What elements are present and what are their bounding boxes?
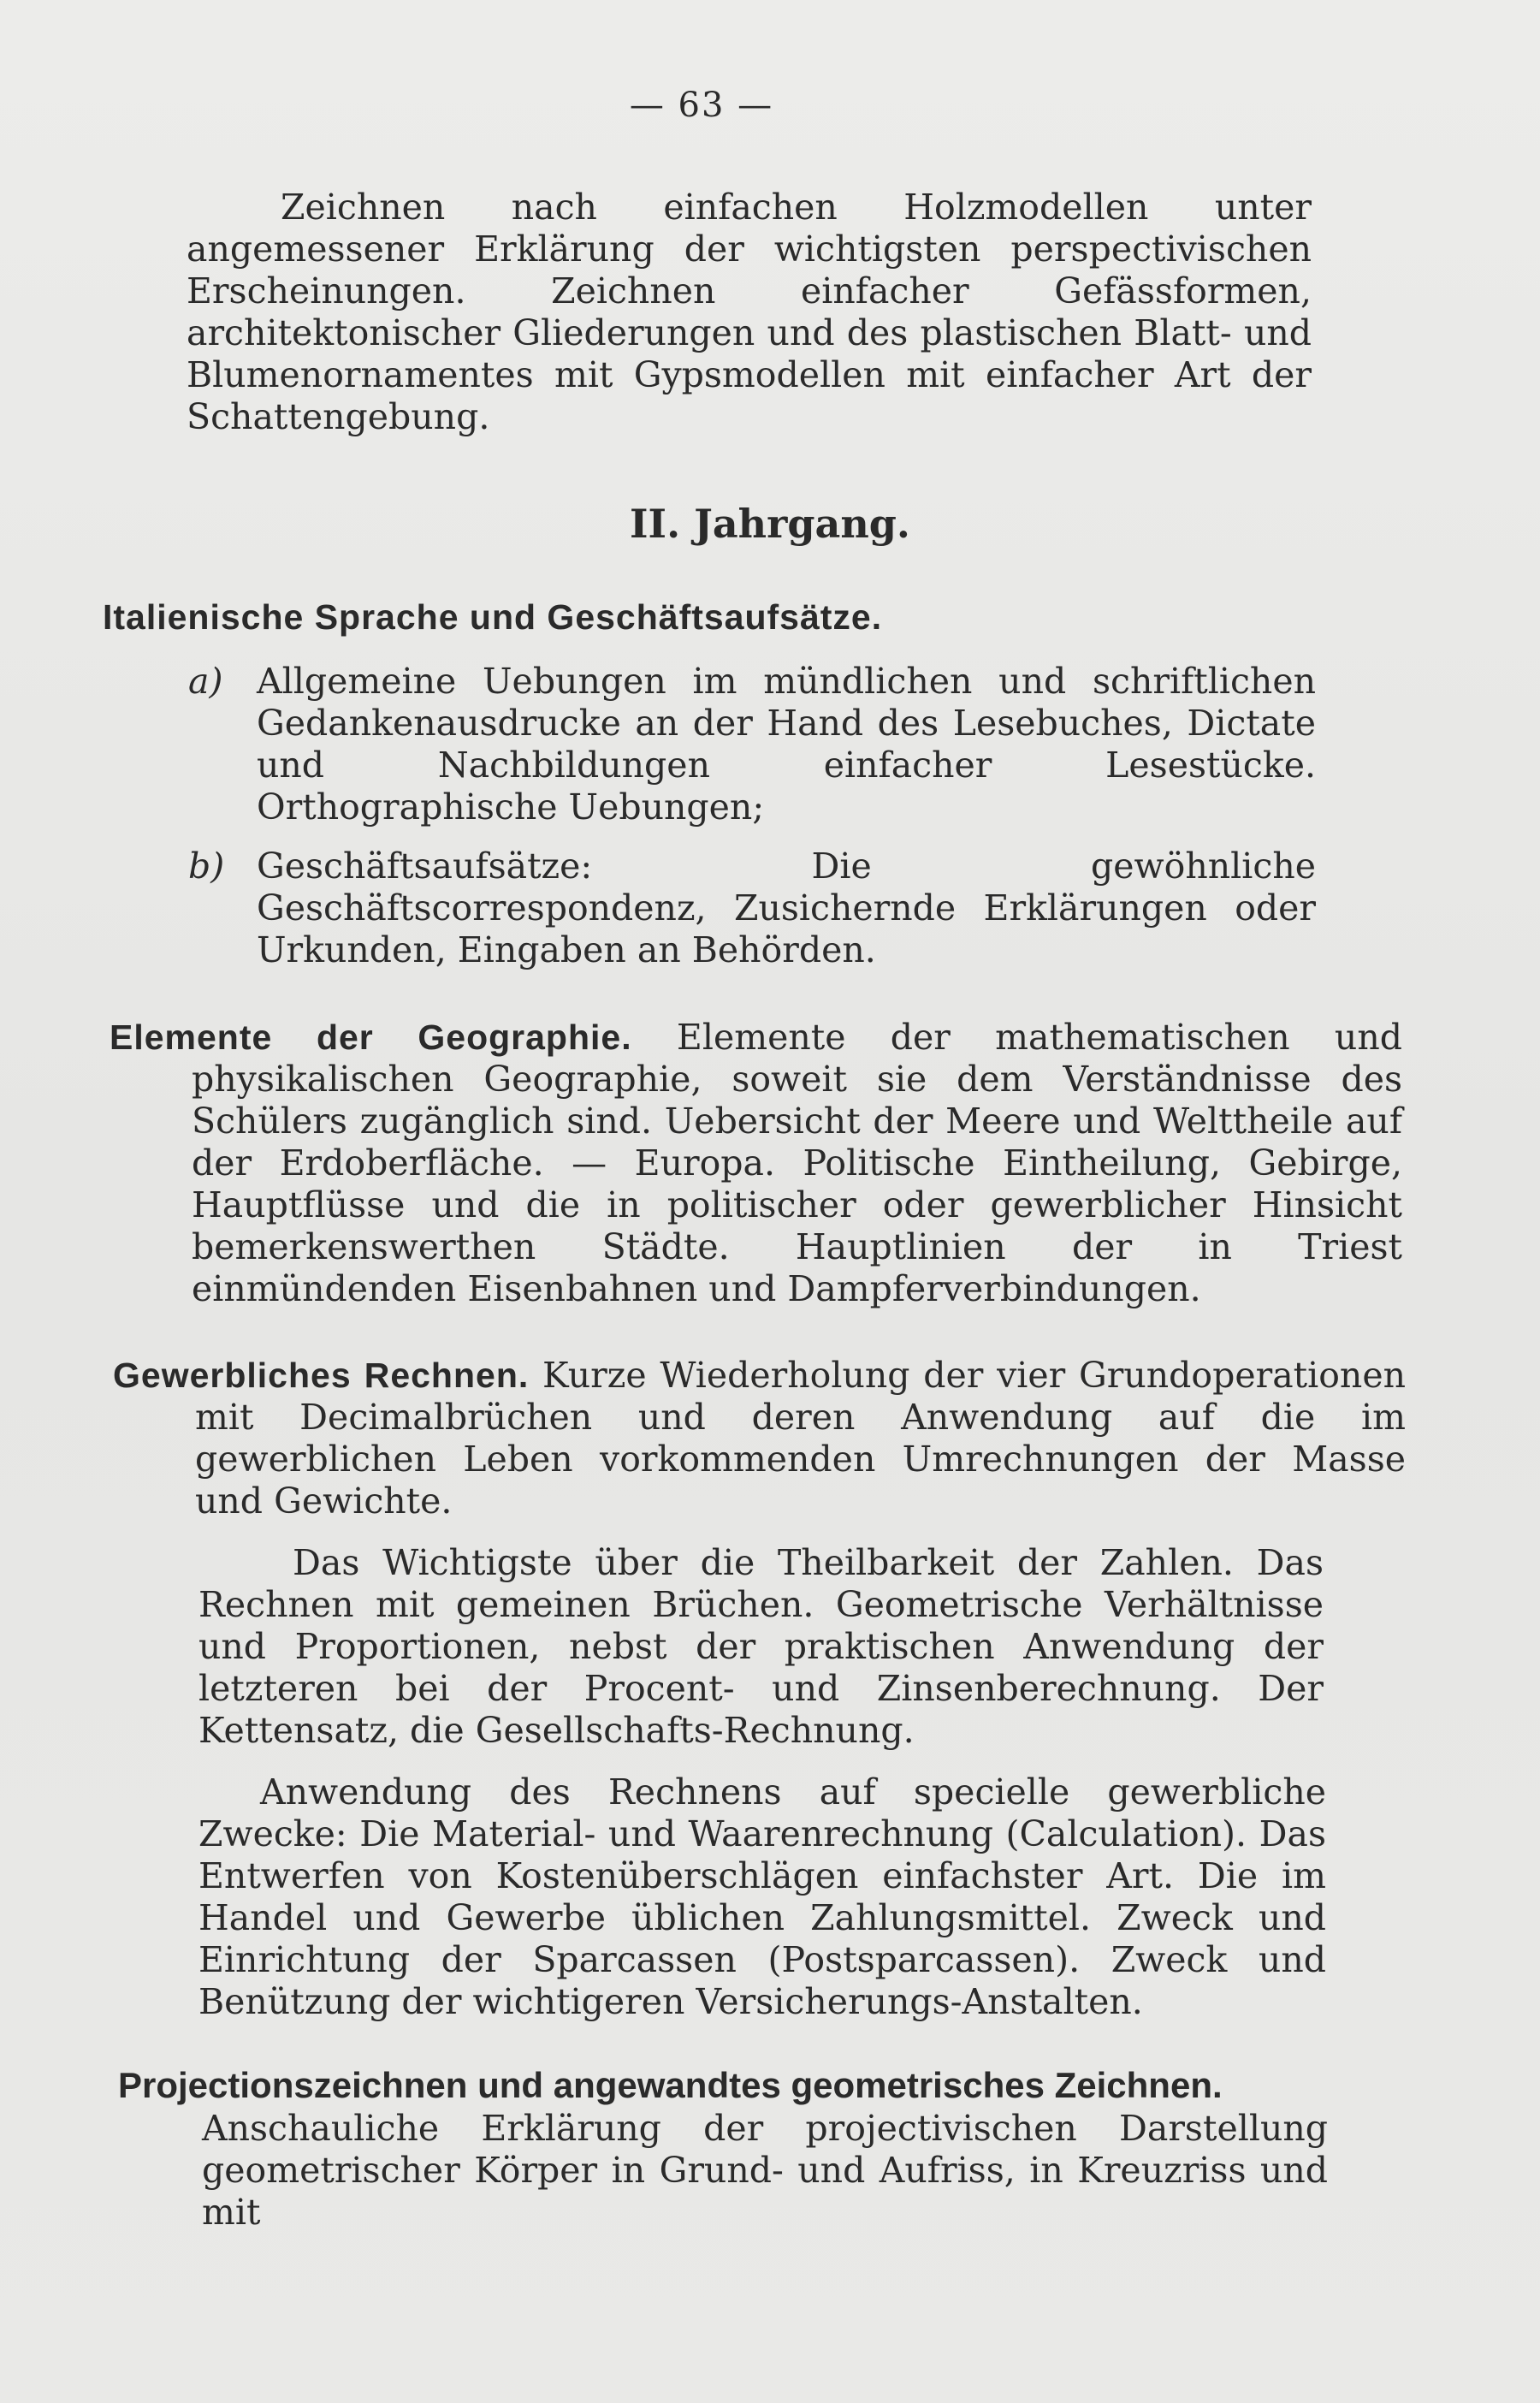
italian-item-a bbox=[188, 661, 1316, 828]
geography-section bbox=[110, 1017, 1402, 1310]
arithmetic-heading: Gewerbliches Rechnen. bbox=[113, 1356, 530, 1395]
projection-heading: Projectionszeichnen und angewandtes geometrisches Zeichnen. bbox=[118, 2065, 1223, 2105]
page-number: — 63 — bbox=[629, 86, 774, 125]
section-title: II. Jahrgang. bbox=[630, 501, 910, 547]
item-mark: b) bbox=[188, 846, 225, 887]
arithmetic-paragraph-2: Das Wichtigste über die Theilbarkeit der Zahlen. Das Rechnen mit gemeinen Brüchen. Geometrische Verhältnisse und Proportionen, nebst der praktischen Anwendung der letzteren bei der Procent- und Zinsenberechnung. Der Kettensatz, die Gesellschafts-Rechnung. bbox=[198, 1542, 1324, 1751]
item-text: Allgemeine Uebungen im mündlichen und schriftlichen Gedankenausdrucke an der Hand des Lesebuches, Dictate und Nachbildungen einfacher Lesestücke. Orthographische Uebungen; bbox=[257, 661, 1316, 828]
arithmetic-section bbox=[113, 1355, 1406, 1522]
arithmetic-paragraph-3: Anwendung des Rechnens auf specielle gewerbliche Zwecke: Die Material- und Waarenrechnung (Calculation). Das Entwerfen von Kostenüberschlägen einfachster Art. Die im Handel und Gewerbe üblichen Zahlungsmittel. Zweck und Einrichtung der Sparcassen (Postsparcassen). Zweck und Benützung der wichtigeren Versicherungs-Anstalten. bbox=[198, 1771, 1326, 2022]
intro-paragraph: Zeichnen nach einfachen Holzmodellen unter angemessener Erklärung der wichtigsten perspectivischen Erscheinungen. Zeichnen einfacher Gefässformen, architektonischer Gliederungen und des plastischen Blatt- und Blumenornamentes mit Gypsmodellen mit einfacher Art der Schattengebung. bbox=[187, 187, 1312, 437]
projection-heading-line bbox=[118, 2064, 1333, 2107]
italian-heading bbox=[103, 596, 1335, 638]
geography-heading: Elemente der Geographie. bbox=[110, 1018, 632, 1057]
item-text: Geschäftsaufsätze: Die gewöhnliche Geschäftscorrespondenz, Zusichernde Erklärungen oder Urkunden, Eingaben an Behörden. bbox=[257, 846, 1316, 970]
italian-item-b bbox=[188, 846, 1316, 971]
arithmetic-text: Kurze Wiederholung der vier Grundoperationen mit Decimalbrüchen und deren Anwendung auf die im gewerblichen Leben vorkommenden Umrechnungen der Masse und Gewichte. bbox=[195, 1355, 1406, 1522]
projection-text: Anschauliche Erklärung der projectivischen Darstellung geometrischer Körper in Grund- und Aufriss, in Kreuzriss und mit bbox=[202, 2108, 1328, 2233]
italian-heading-text: Italienische Sprache und Geschäftsaufsätze. bbox=[103, 597, 883, 637]
geography-text: Elemente der mathematischen und physikalischen Geographie, soweit sie dem Verständnisse des Schülers zugänglich sind. Uebersicht der Meere und Welttheile auf der Erdoberfläche. — Europa. Politische Eintheilung, Gebirge, Hauptflüsse und die in politischer oder gewerblicher Hinsicht bemerkenswerthen Städte. Hauptlinien der in Triest einmündenden Eisenbahnen und Dampferverbindungen. bbox=[192, 1017, 1402, 1309]
item-mark: a) bbox=[188, 661, 223, 702]
